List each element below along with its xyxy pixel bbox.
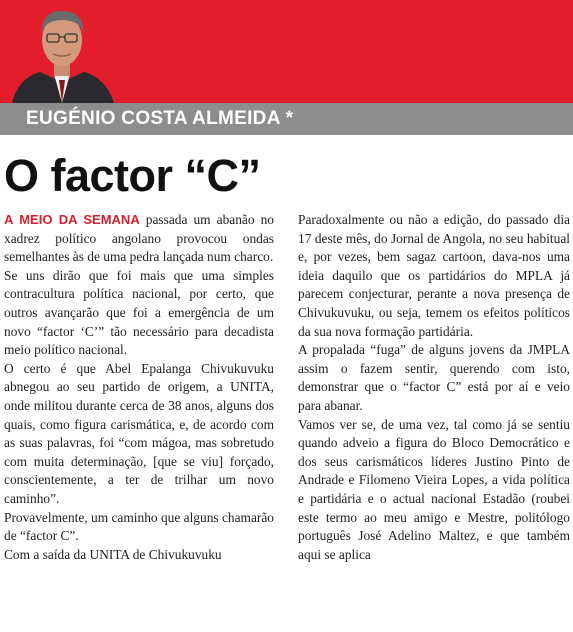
article-paragraph: O certo é que Abel Epalanga Chivukuvuku abnegou ao seu partido de origem, a UNITA, onde militou durante cerca de 38 anos, alguns dos quais, como figura carismática, e, de acordo com as suas palavras, foi “com mágoa, mas sobretudo com muita determinação, [que se viu] forçado, conscientemente, a ter de trilhar um novo caminho”.: [4, 360, 274, 506]
article-paragraph: Vamos ver se, de uma vez, tal como já se sentiu quando adveio a figura do Bloco Democrático e dos seus carismáticos líderes Justino Pinto de Andrade e Filomeno Vieira Lopes, a vida política e partidária e o actual nacional Estadão (roubei este termo ao meu amigo e Mestre, politólogo português José Adelino Maltez, e que também aqui se aplica: [298, 416, 570, 562]
article-column-left: [4, 211, 274, 564]
article-paragraph: A propalada “fuga” de alguns jovens da JMPLA assim o fazem sentir, querendo com isto, demonstrar que o “factor C” está por aí e veio para abanar.: [298, 342, 570, 413]
author-photo: [4, 0, 118, 103]
article-paragraph: Paradoxalmente ou não a edição, do passado dia 17 deste mês, do Jornal de Angola, no seu habitual e, por vezes, bem sagaz cartoon, dava-nos uma ideia daquilo que os partidários do MPLA já parecem conjecturar, perante a nova presença de Chivukuvuku, ou seja, temem os efeitos políticos da sua nova formação partidária.: [298, 212, 570, 339]
article-paragraph: Se uns dirão que foi mais que uma simples contracultura política nacional, por certo, que outros avançarão que foi a emergência de um novo “factor ‘C’” tão necessário para decadista meio político nacional.: [4, 267, 274, 358]
author-name: EUGÉNIO COSTA ALMEIDA *: [26, 108, 294, 129]
article-paragraph: Provavelmente, um caminho que alguns chamarão de “factor C”.: [4, 509, 274, 544]
article-paragraph: Com a saída da UNITA de Chivukuvuku: [4, 546, 222, 562]
article-paragraph: A MEIO DA SEMANA passada um abanão no xadrez político angolano provocou ondas semelhantes às de uma pedra lançada num charco.: [4, 212, 274, 265]
article-headline: O factor “C”: [4, 150, 261, 201]
lead-in: A MEIO DA SEMANA: [4, 212, 140, 227]
article-column-right: [298, 211, 570, 564]
